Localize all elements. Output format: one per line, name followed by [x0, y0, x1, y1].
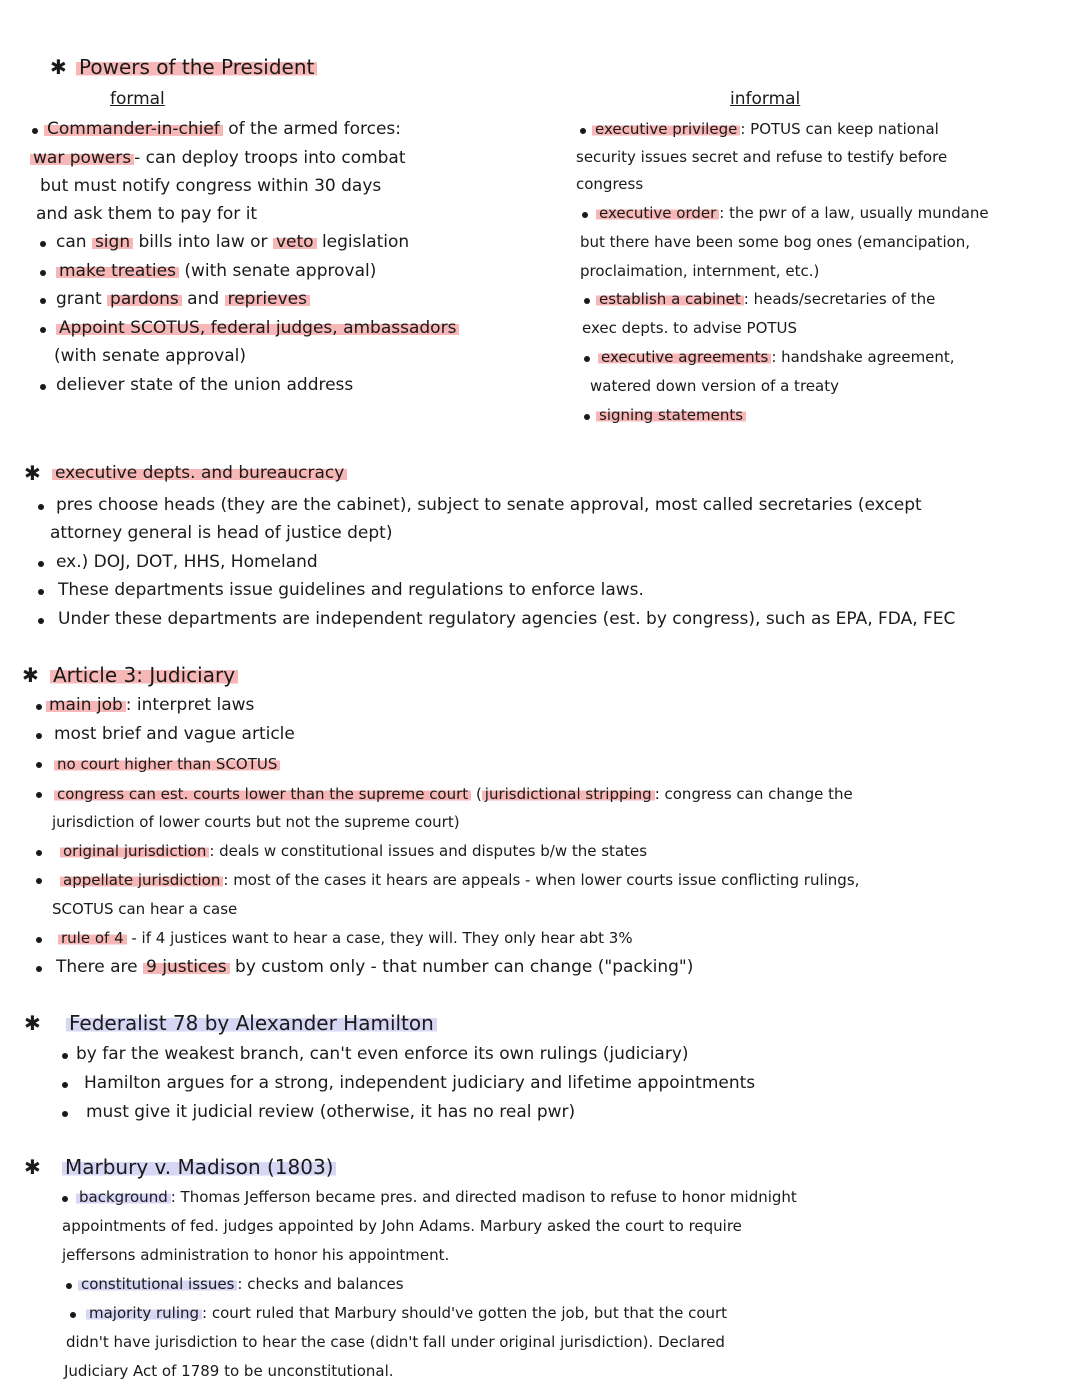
bullet — [62, 1053, 68, 1059]
marbury-item: Judiciary Act of 1789 to be unconstitutional. — [64, 1362, 394, 1380]
exec-item: attorney general is head of justice dept) — [50, 523, 393, 543]
judiciary-item: SCOTUS can hear a case — [52, 900, 238, 918]
judiciary-item: most brief and vague article — [54, 724, 295, 744]
bullet — [38, 561, 44, 567]
judiciary-item: There are 9 justices by custom only - that number can change ("packing") — [56, 957, 694, 977]
bullet — [584, 414, 590, 420]
bullet — [62, 1111, 68, 1117]
marbury-item: constitutional issues : checks and balances — [78, 1273, 404, 1295]
formal-item: grant pardons and reprieves — [56, 288, 310, 310]
formal-item: can sign bills into law or veto legislation — [56, 232, 410, 252]
bullet — [36, 762, 42, 768]
section-title-judiciary: Article 3: Judiciary — [50, 664, 238, 686]
bullet — [36, 792, 42, 798]
judiciary-item: congress can est. courts lower than the supreme court ( jurisdictional stripping : congress can change the — [54, 783, 853, 805]
exec-item: pres choose heads (they are the cabinet), subject to senate approval, most called secretaries (except — [56, 495, 922, 515]
informal-item: executive order : the pwr of a law, usually mundane — [596, 202, 989, 224]
bullet — [40, 298, 46, 304]
judiciary-item: jurisdiction of lower courts but not the supreme court) — [52, 813, 460, 831]
informal-item: exec depts. to advise POTUS — [582, 319, 798, 337]
bullet — [38, 618, 44, 624]
informal-item: watered down version of a treaty — [590, 377, 839, 395]
bullet — [36, 966, 42, 972]
bullet — [70, 1312, 76, 1318]
judiciary-item: appellate jurisdiction : most of the cases it hears are appeals - when lower courts issue conflicting rulings, — [60, 869, 859, 891]
bullet — [584, 356, 590, 362]
informal-item: but there have been some bog ones (emancipation, — [580, 233, 971, 251]
informal-item: executive privilege : POTUS can keep national — [592, 118, 939, 140]
judiciary-item: main job : interpret laws — [46, 694, 254, 716]
formal-item: Commander-in-chief of the armed forces: — [44, 118, 401, 140]
bullet — [32, 128, 38, 134]
section-title-marbury: Marbury v. Madison (1803) — [62, 1156, 336, 1178]
marbury-item: background : Thomas Jefferson became pres. and directed madison to refuse to honor midnight — [76, 1186, 797, 1208]
bullet — [36, 733, 42, 739]
section-title-exec-depts: executive depts. and bureaucracy — [52, 462, 347, 484]
formal-item: and ask them to pay for it — [36, 204, 258, 224]
informal-item: security issues secret and refuse to testify before — [576, 148, 948, 166]
marbury-item: jeffersons administration to honor his appointment. — [62, 1246, 450, 1264]
informal-item: proclaimation, internment, etc.) — [580, 262, 820, 280]
bullet — [62, 1082, 68, 1088]
bullet — [38, 504, 44, 510]
federalist-item: Hamilton argues for a strong, independent judiciary and lifetime appointments — [84, 1073, 756, 1093]
informal-item: establish a cabinet : heads/secretaries of the — [596, 288, 935, 310]
formal-item: deliever state of the union address — [56, 375, 354, 395]
bullet — [40, 241, 46, 247]
bullet — [36, 704, 42, 710]
star-icon: ✱ — [24, 461, 41, 485]
bullet — [582, 212, 588, 218]
federalist-item: must give it judicial review (otherwise, it has no real pwr) — [86, 1102, 576, 1122]
bullet — [40, 384, 46, 390]
formal-item: (with senate approval) — [54, 346, 246, 366]
informal-item: executive agreements : handshake agreement, — [598, 346, 955, 368]
bullet — [580, 128, 586, 134]
formal-item: make treaties (with senate approval) — [56, 260, 376, 282]
exec-item: These departments issue guidelines and regulations to enforce laws. — [58, 580, 644, 600]
informal-label: informal — [730, 89, 801, 109]
formal-item: war powers - can deploy troops into combat — [30, 147, 406, 169]
marbury-item: didn't have jurisdiction to hear the case (didn't fall under original jurisdiction). Declared — [66, 1333, 725, 1351]
bullet — [66, 1283, 72, 1289]
star-icon: ✱ — [22, 663, 39, 687]
formal-item: but must notify congress within 30 days — [40, 176, 382, 196]
bullet — [62, 1196, 68, 1202]
section-title-federalist: Federalist 78 by Alexander Hamilton — [66, 1012, 437, 1034]
formal-label: formal — [110, 89, 165, 109]
bullet — [40, 270, 46, 276]
star-icon: ✱ — [50, 55, 67, 79]
section-title-powers: Powers of the President — [76, 56, 317, 78]
federalist-item: by far the weakest branch, can't even enforce its own rulings (judiciary) — [76, 1044, 689, 1064]
judiciary-item: no court higher than SCOTUS — [54, 753, 280, 775]
bullet — [36, 937, 42, 943]
bullet — [38, 589, 44, 595]
judiciary-item: rule of 4 - if 4 justices want to hear a case, they will. They only hear abt 3% — [58, 927, 633, 949]
marbury-item: appointments of fed. judges appointed by John Adams. Marbury asked the court to require — [62, 1217, 742, 1235]
bullet — [40, 327, 46, 333]
bullet — [36, 850, 42, 856]
exec-item: ex.) DOJ, DOT, HHS, Homeland — [56, 552, 318, 572]
marbury-item: majority ruling : court ruled that Marbury should've gotten the job, but that the court — [86, 1302, 727, 1324]
informal-item: congress — [576, 175, 644, 193]
star-icon: ✱ — [24, 1011, 41, 1035]
bullet — [36, 878, 42, 884]
formal-item: Appoint SCOTUS, federal judges, ambassadors — [56, 317, 459, 339]
informal-item: signing statements — [596, 404, 746, 426]
star-icon: ✱ — [24, 1155, 41, 1179]
exec-item: Under these departments are independent regulatory agencies (est. by congress), such as EPA, FDA, FEC — [58, 609, 956, 629]
judiciary-item: original jurisdiction : deals w constitutional issues and disputes b/w the states — [60, 840, 647, 862]
bullet — [584, 298, 590, 304]
